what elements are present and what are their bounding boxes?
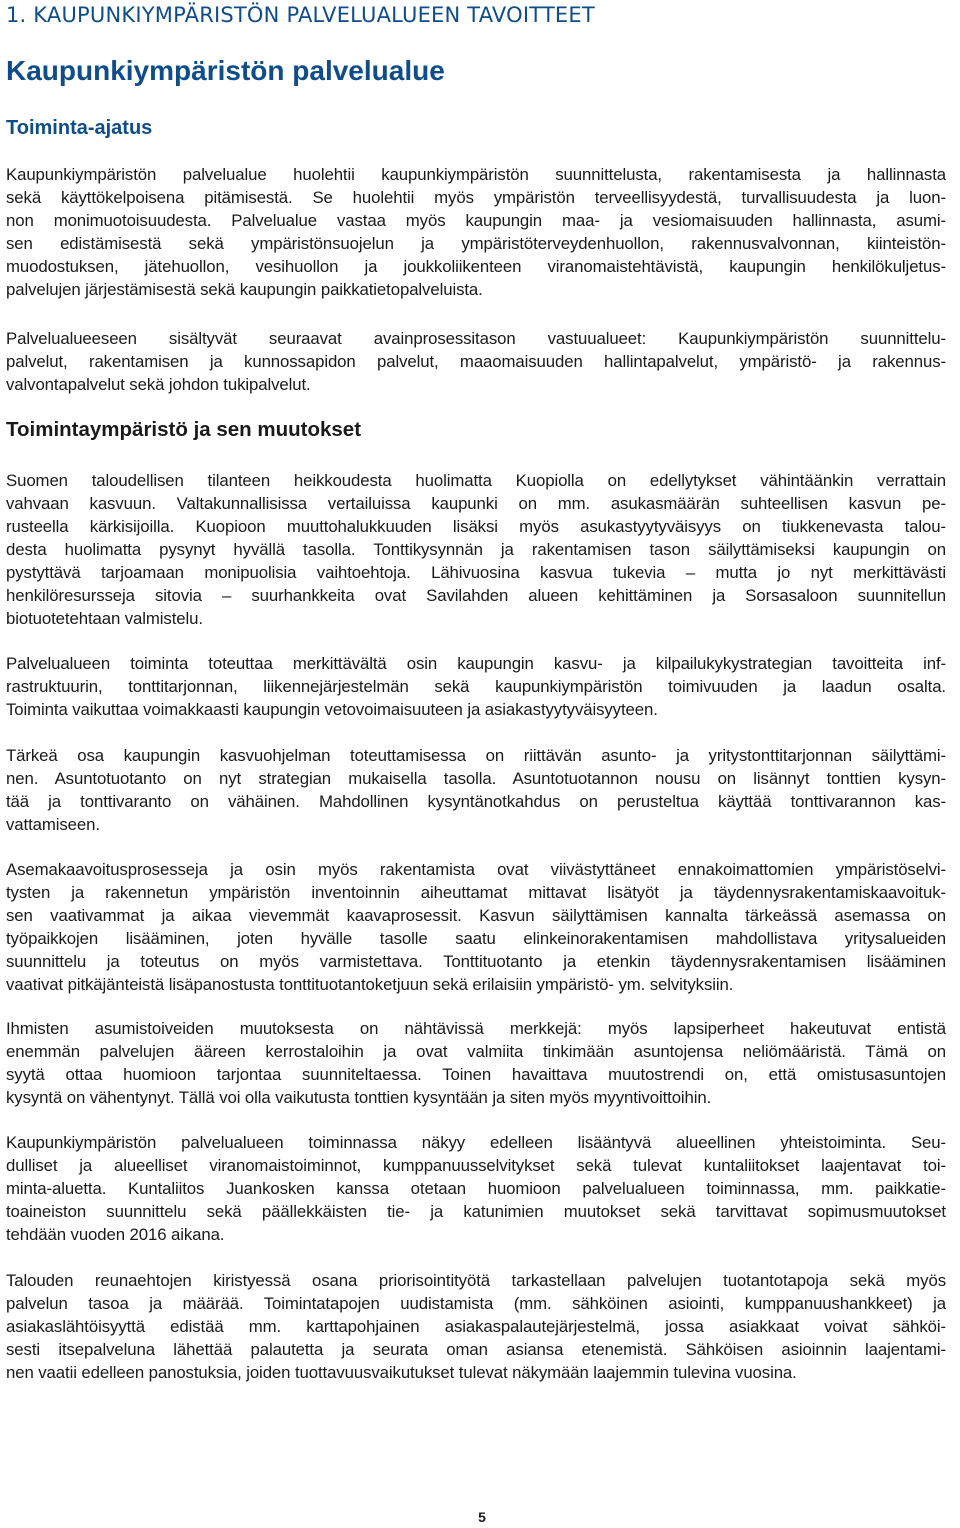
text-line: tää ja tonttivaranto on vähäinen. Mahdollinen kysyntänotkahdus on perusteltua käyttää tonttivarannon kas- (6, 792, 946, 811)
paragraph-living-preferences (6, 1017, 946, 1109)
text-line: tysten ja rakennetun ympäristön inventoinnin aiheuttamat mittavat lisätyöt ja täydennysrakentamiskaavoituk- (6, 883, 946, 902)
chapter-heading: 1. KAUPUNKIYMPÄRISTÖN PALVELUALUEEN TAVOITTEET (6, 3, 595, 27)
section-heading: Kaupunkiympäristön palvelualue (6, 55, 445, 86)
text-line: dulliset ja alueelliset viranomaistoiminnot, kumppanuusselvitykset sekä tulevat kuntaliitokset laajentavat toi- (6, 1156, 946, 1175)
text-line: pystyttävä tarjoamaan monipuolisia vaihtoehtoja. Lähivuosina kasvua tukevia – mutta jo nyt merkittävästi (6, 563, 946, 582)
text-line: kysyntä on vähentynyt. Tällä voi olla vaikutusta tonttien kysyntään ja siten myös myyntivoittoihin. (6, 1088, 712, 1107)
subsection-heading-mission: Toiminta-ajatus (6, 117, 153, 139)
text-line: Palvelualueeseen sisältyvät seuraavat avainprosessitason vastuualueet: Kaupunkiympäristön suunnittelu- (6, 329, 946, 348)
text-line: Suomen taloudellisen tilanteen heikkoudesta huolimatta Kuopiolla on edellytykset vähintäänkin verrattain (6, 471, 946, 490)
text-line: sen edistämisestä sekä ympäristönsuojelun ja ympäristöterveydenhuollon, rakennusvalvonnan, kiinteistön- (6, 234, 946, 253)
text-line: sesti itsepalveluna lähettää palautetta ja seurata oman asiansa etenemistä. Sähköisen asioinnin laajentami- (6, 1340, 946, 1359)
text-line: palvelujen järjestämisestä sekä kaupungin paikkatietopalveluista. (6, 280, 483, 299)
paragraph-housing-plots (6, 744, 946, 836)
text-line: tehdään vuoden 2016 aikana. (6, 1225, 225, 1244)
text-line: desta huolimatta pysynyt hyvällä tasolla. Tonttikysynnän ja rakentamisen tason säilyttämiseksi kaupungin on (6, 540, 946, 559)
text-line: toaineiston suunnittelu sekä päällekkäisten tie- ja katunimien muutokset sekä tarvittavat sopimusmuutokset (6, 1202, 946, 1221)
paragraph-economy (6, 469, 946, 630)
paragraph-regional-cooperation (6, 1131, 946, 1246)
text-line: biotuotetehtaan valmistelu. (6, 609, 203, 628)
text-line: rastruktuurin, tonttitarjonnan, liikennejärjestelmän sekä kaupunkiympäristön toimivuuden ja laadun osalta. (6, 677, 946, 696)
paragraph-mission (6, 163, 946, 301)
text-line: non monimuotoisuudesta. Palvelualue vastaa myös kaupungin maa- ja vesiomaisuuden hallinnasta, asumi- (6, 211, 946, 230)
text-line: työpaikkojen lisääminen, joten hyvälle tasolle saatu elinkeinorakentamisen mahdollistava yritysalueiden (6, 929, 946, 948)
text-line: nen. Asuntotuotanto on nyt strategian mukaisella tasolla. Asuntotuotannon nousu on lisännyt tonttien kysyn- (6, 769, 946, 788)
text-line: valvontapalvelut sekä johdon tukipalvelut. (6, 375, 311, 394)
paragraph-zoning (6, 858, 946, 996)
text-line: Talouden reunaehtojen kiristyessä osana priorisointityötä tarkastellaan palvelujen tuotantotapoja sekä myös (6, 1271, 946, 1290)
text-line: suunnittelu ja toteutus on myös varmistettava. Tonttituotanto ja etenkin täydennysrakentamisen lisääminen (6, 952, 946, 971)
text-line: sekä käyttökelpoisena pitämisestä. Se huolehtii myös ympäristön terveellisyydestä, turvallisuudesta ja luon- (6, 188, 946, 207)
page-number: 5 (478, 1509, 486, 1525)
text-line: palvelut, rakentamisen ja kunnossapidon palvelut, maaomaisuuden hallintapalvelut, ympäristö- ja rakennus- (6, 352, 946, 371)
text-line: Kaupunkiympäristön palvelualueen toiminnassa näkyy edelleen lisääntyvä alueellinen yhteistoiminta. Seu- (6, 1133, 946, 1152)
text-line: nen vaatii edelleen panostuksia, joiden tuottavuusvaikutukset tulevat näkymään laajemmin tulevina vuosina. (6, 1363, 797, 1382)
text-line: Kaupunkiympäristön palvelualue huolehtii kaupunkiympäristön suunnittelusta, rakentamisesta ja hallinnasta (6, 165, 946, 184)
text-line: Ihmisten asumistoiveiden muutoksesta on nähtävissä merkkejä: myös lapsiperheet hakeutuvat entistä (6, 1019, 946, 1038)
text-line: palvelun tasoa ja määrää. Toimintatapojen uudistamista (mm. sähköinen asiointi, kumppanuushankkeet) ja (6, 1294, 946, 1313)
text-line: muodostuksen, jätehuollon, vesihuollon ja joukkoliikenteen viranomaistehtävistä, kaupungin henkilökuljetus- (6, 257, 946, 276)
text-line: rusteella kärkisijoilla. Kuopioon muuttohalukkuuden lisäksi myös asukastyytyväisyys on tiukkenevasta talou- (6, 517, 946, 536)
text-line: vattamiseen. (6, 815, 100, 834)
text-line: Toiminta vaikuttaa voimakkaasti kaupungin vetovoimaisuuteen ja asiakastyytyväisyyteen. (6, 700, 658, 719)
text-line: sen vaativammat ja aikaa vievemmät kaavaprosessit. Kasvun säilyttämisen kannalta tärkeässä asemassa on (6, 906, 946, 925)
paragraph-prioritization (6, 1269, 946, 1384)
text-line: vaativat pitkäjänteistä lisäpanostusta tonttituotantoketjuun sekä erilaisiin ympäristö- ym. selvityksiin. (6, 975, 734, 994)
paragraph-strategy (6, 652, 946, 721)
text-line: Asemakaavoitusprosesseja ja osin myös rakentamista ovat viivästyttäneet ennakoimattomien ympäristöselvi- (6, 860, 946, 879)
paragraph-responsibilities (6, 327, 946, 396)
text-line: Tärkeä osa kaupungin kasvuohjelman toteuttamisessa on riittävän asunto- ja yritystonttitarjonnan säilyttämi- (6, 746, 946, 765)
subsection-heading-environment: Toimintaympäristö ja sen muutokset (6, 418, 362, 441)
text-line: vahvaan kasvuun. Valtakunnallisissa vertailuissa kaupunki on mm. asukasmäärän suhteellisen kasvun pe- (6, 494, 946, 513)
text-line: enemmän palvelujen ääreen kerrostaloihin ja ovat valmiita tinkimään asuntojensa neliömääristä. Tämä on (6, 1042, 946, 1061)
text-line: Palvelualueen toiminta toteuttaa merkittävältä osin kaupungin kasvu- ja kilpailukykystrategian tavoitteita inf- (6, 654, 946, 673)
text-line: syytä ottaa huomioon tarjontaa suunniteltaessa. Toinen havaittava muutostrendi on, että omistusasuntojen (6, 1065, 946, 1084)
text-line: asiakaslähtöisyyttä edistää mm. karttapohjainen asiakaspalautejärjestelmä, jossa asiakkaat voivat sähköi- (6, 1317, 946, 1336)
text-line: minta-aluetta. Kuntaliitos Juankosken kanssa otetaan huomioon palvelualueen toiminnassa, mm. paikkatie- (6, 1179, 946, 1198)
text-line: henkilöresursseja sitovia – suurhankkeita ovat Savilahden alueen kehittäminen ja Sorsasaloon suunnitellun (6, 586, 946, 605)
